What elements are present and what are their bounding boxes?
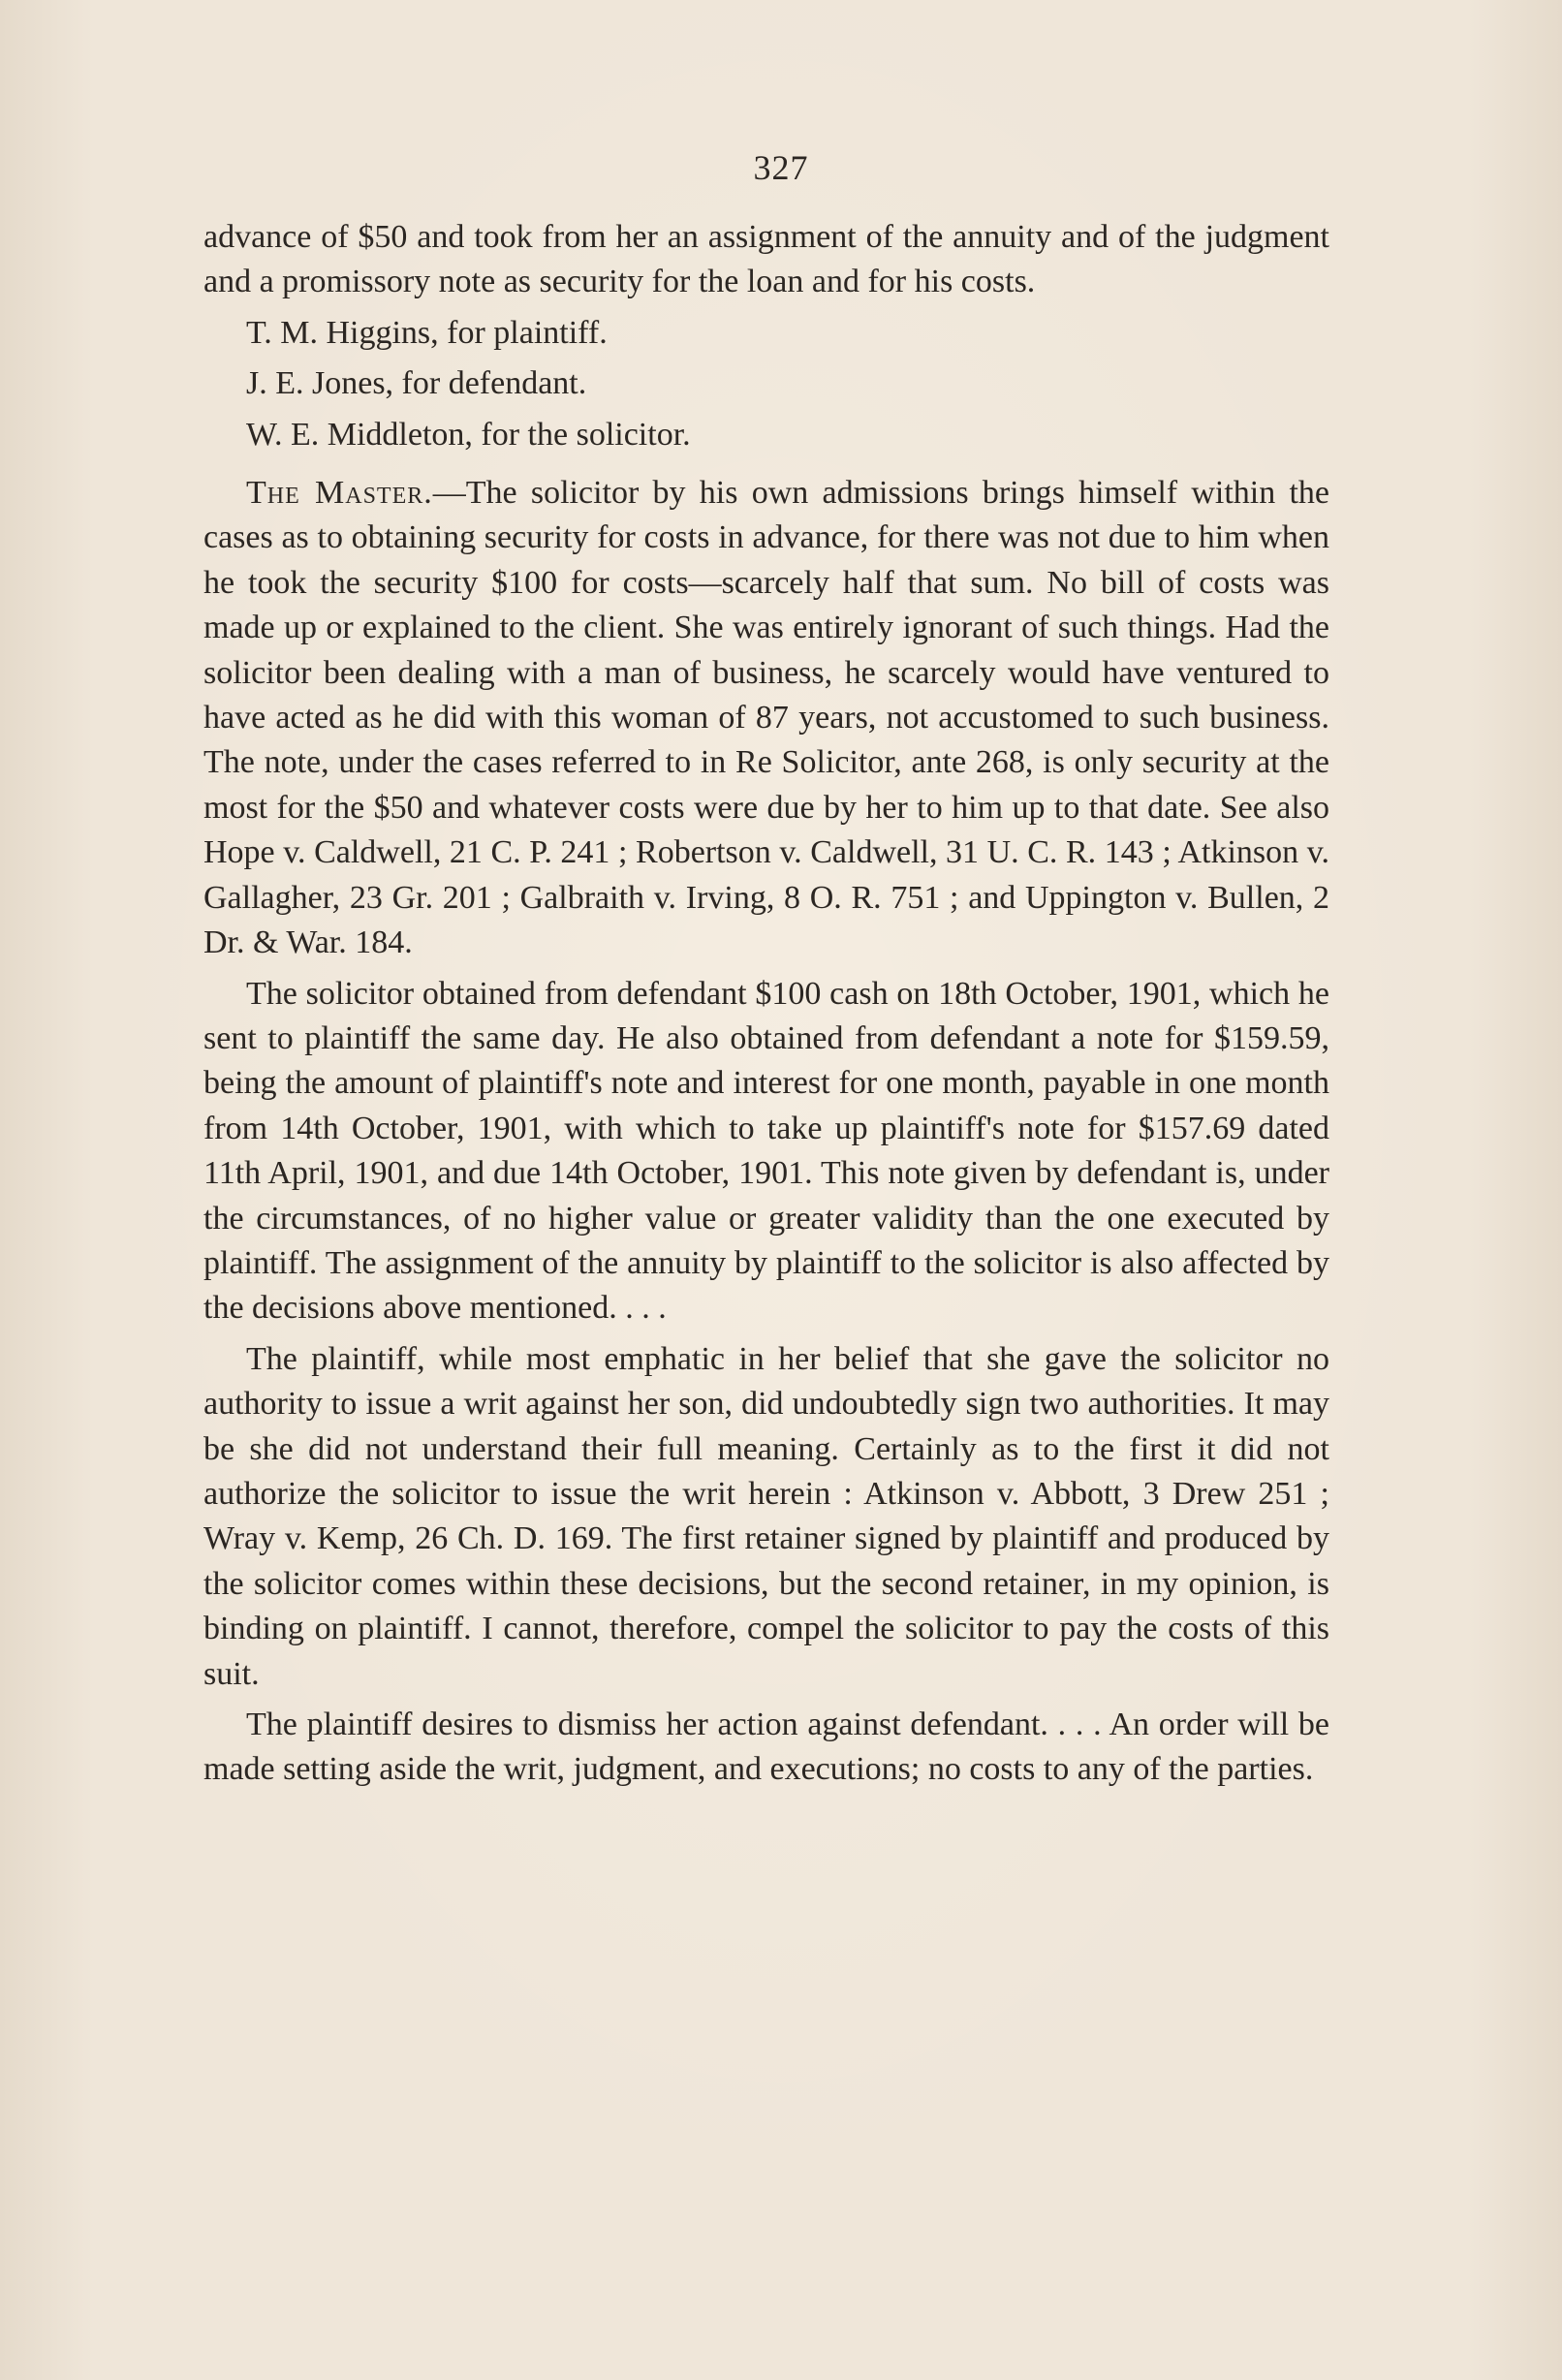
judgment-paragraph-1 (203, 471, 1329, 965)
judgment-paragraph-2: The solicitor obtained from defendant $100 cash on 18th October, 1901, which he sent to plaintiff the same day. He also obtained from defendant a note for $159.59, being the amount of plaintiff's note and interest for one month, payable in one month from 14th October, 1901, with which to take up plaintiff's note for $157.69 dated 11th April, 1901, and due 14th October, 1901. This note given by defendant is, under the circumstances, of no higher value or greater validity than the one executed by plaintiff. The assignment of the annuity by plaintiff to the solicitor is also affected by the decisions above mentioned. . . . (203, 975, 1329, 1327)
page-number: 327 (753, 148, 809, 187)
counsel-plaintiff: T. M. Higgins, for plaintiff. (246, 314, 608, 351)
judgment-paragraph-4: The plaintiff desires to dismiss her action against defendant. . . . An order will be made setting aside the writ, judgment, and executions; no costs to any of the parties. (203, 1707, 1329, 1788)
judgment-paragraph-1-text: —The solicitor by his own admissions brings himself within the cases as to obtaining security for costs in advance, for there was not due to him when he took the security $100 for costs—scarcely half that sum. No bill of costs was made up or explained to the client. She was entirely ignorant of such things. Had the solicitor been dealing with a man of business, he scarcely would have ventured to have acted as he did with this woman of 87 years, not accustomed to such business. The note, under the cases referred to in Re Solicitor, ante 268, is only security at the most for the $50 and whatever costs were due by her to him up to that date. See also Hope v. Caldwell, 21 C. P. 241 ; Robertson v. Caldwell, 31 U. C. R. 143 ; Atkinson v. Gallagher, 23 Gr. 201 ; Galbraith v. Irving, 8 O. R. 751 ; and Uppington v. Bullen, 2 Dr. & War. 184. (203, 475, 1330, 961)
counsel-defendant: J. E. Jones, for defendant. (246, 365, 587, 402)
opening-paragraph: advance of $50 and took from her an assignment of the annuity and of the judgment and a promissory note as security for the loan and for his costs. (203, 219, 1329, 300)
counsel-solicitor: W. E. Middleton, for the solicitor. (246, 416, 691, 453)
counsel-list (203, 311, 1329, 457)
speaker-label: The Master. (246, 475, 433, 512)
judgment-paragraph-3: The plaintiff, while most emphatic in her belief that she gave the solicitor no authority to issue a writ against her son, did undoubtedly sign two authorities. It may be she did not understand their full meaning. Certainly as to the first it did not authorize the solicitor to issue the writ herein : Atkinson v. Abbott, 3 Drew 251 ; Wray v. Kemp, 26 Ch. D. 169. The first retainer signed by plaintiff and produced by the solicitor comes within these decisions, but the second retainer, in my opinion, is binding on plaintiff. I cannot, therefore, compel the solicitor to pay the costs of this suit. (203, 1340, 1329, 1692)
body-text (203, 215, 1329, 1793)
